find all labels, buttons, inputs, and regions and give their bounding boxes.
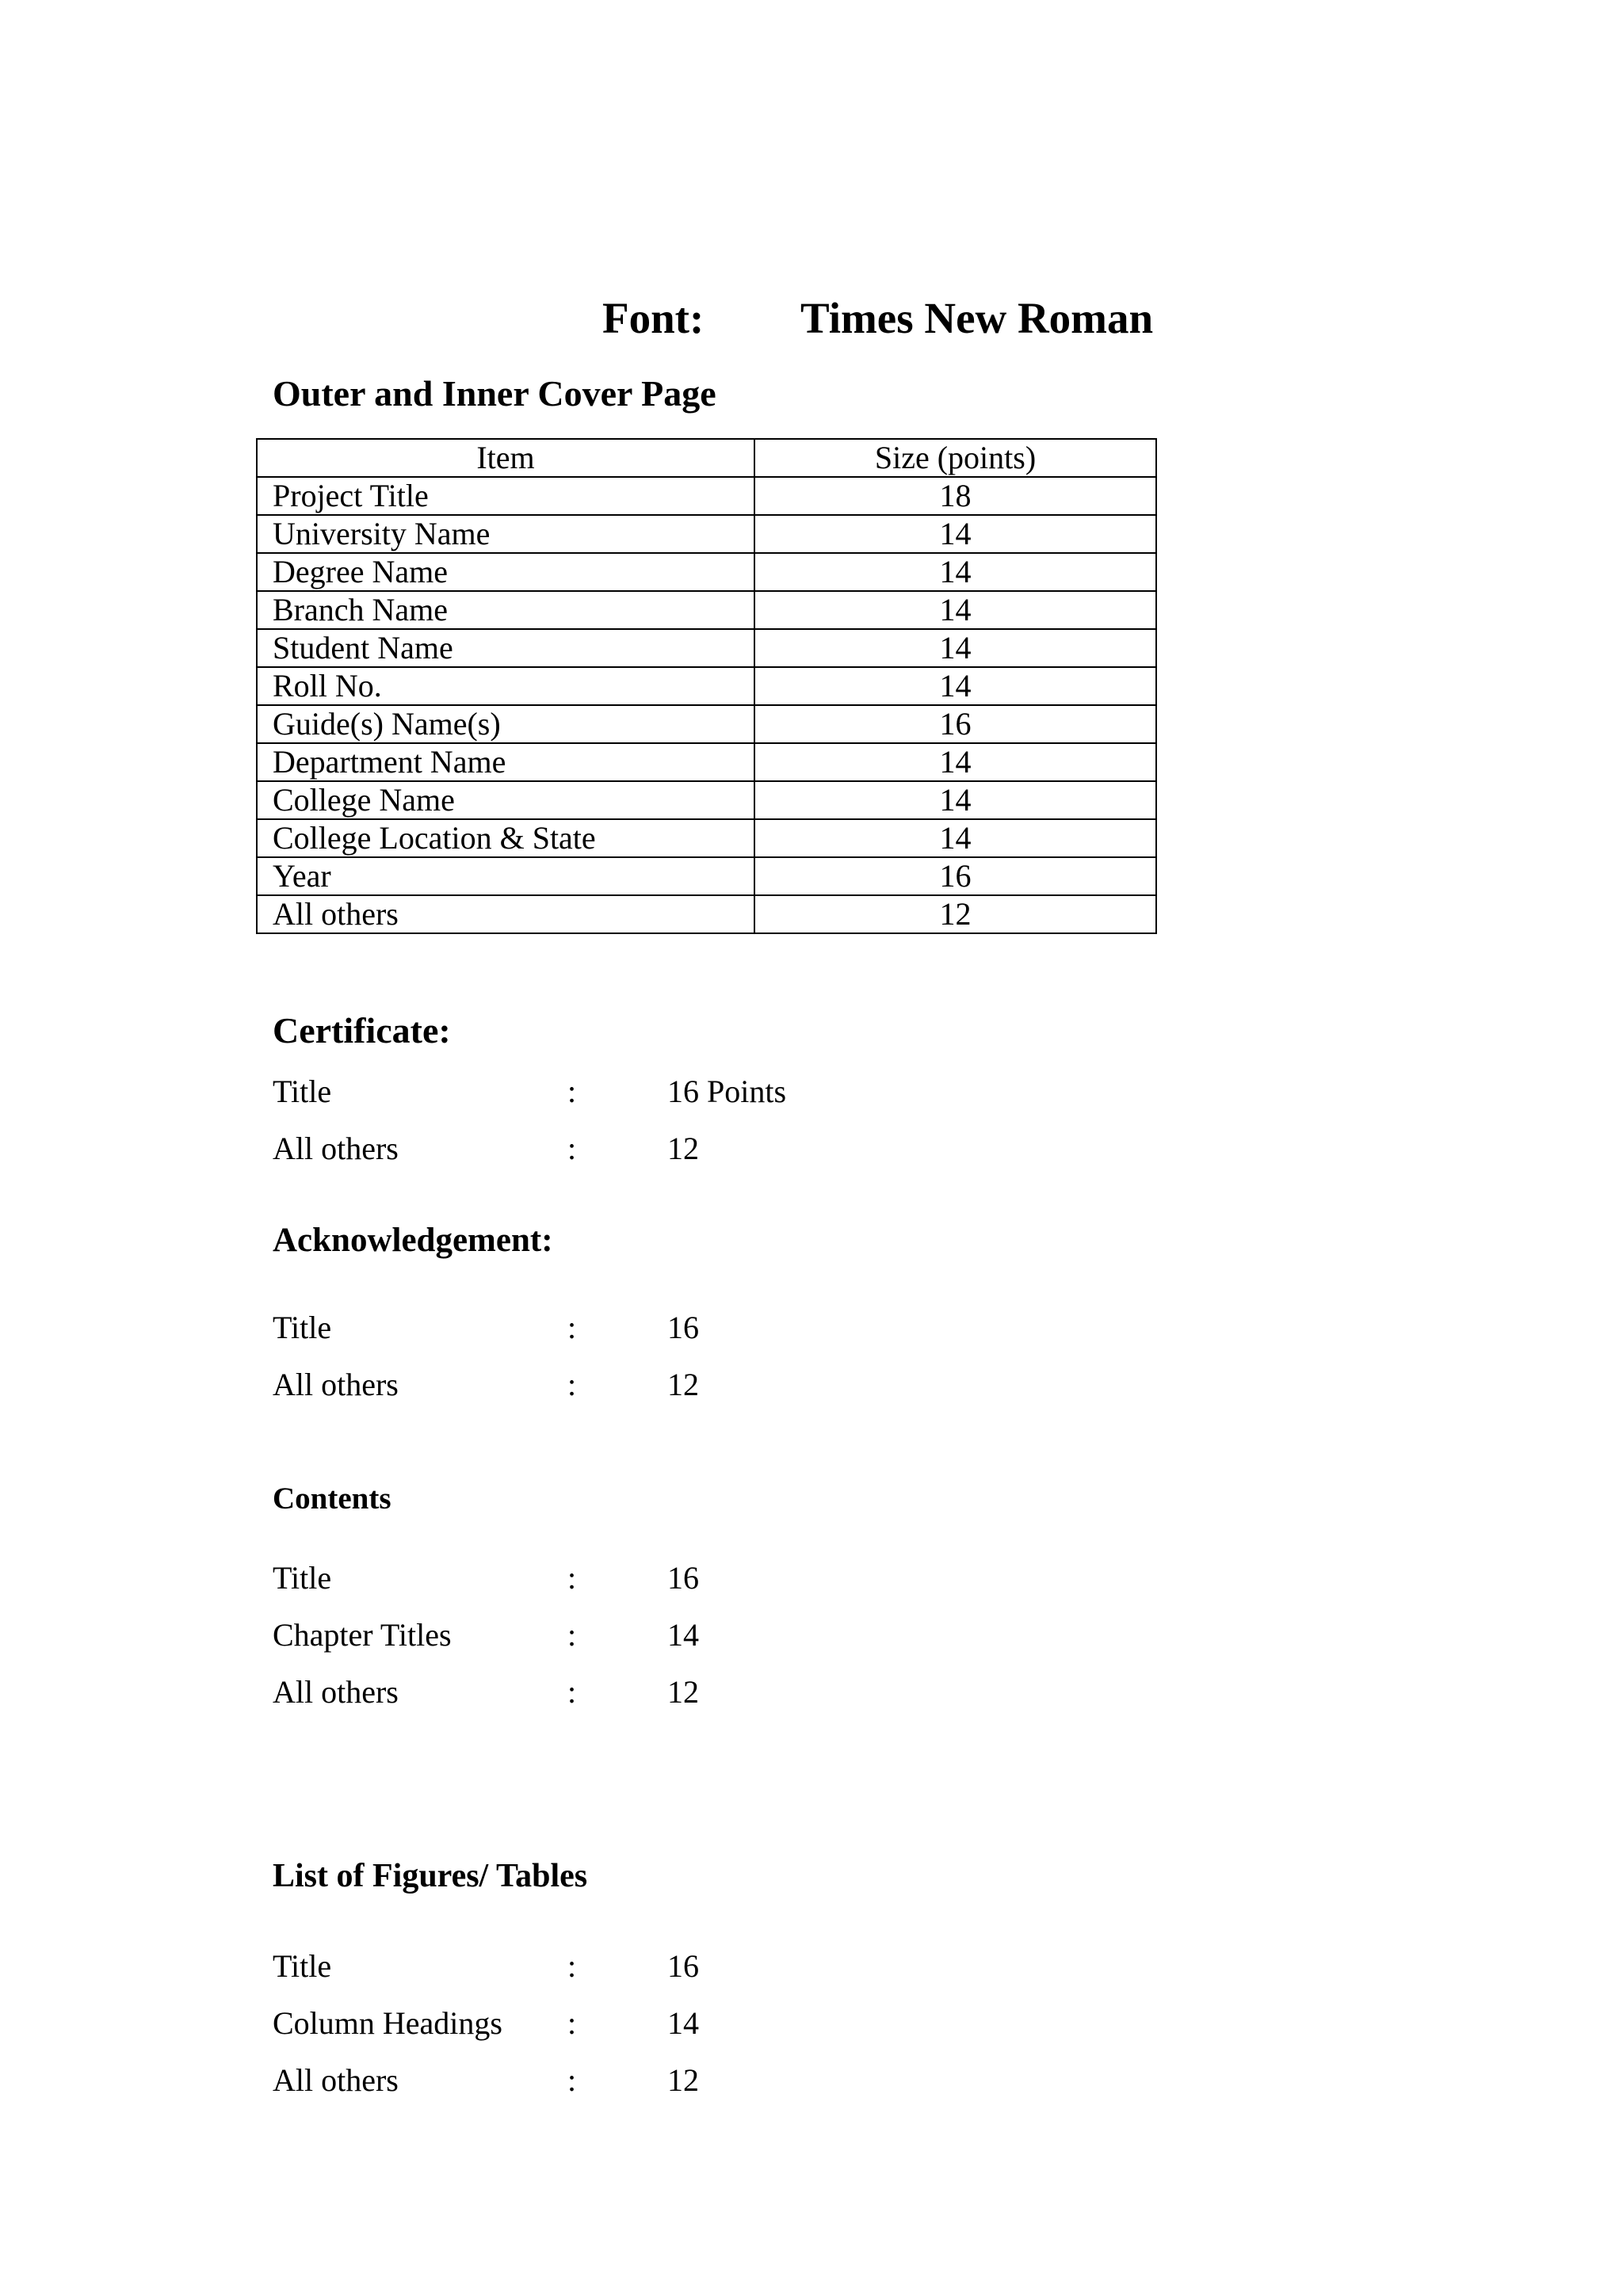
spec-value: 14 [667,1617,699,1653]
row-size: 16 [754,705,1156,743]
row-size: 14 [754,515,1156,553]
spec-separator: : [567,1560,577,1596]
row-size: 14 [754,629,1156,667]
certificate-title: Certificate: [273,1010,451,1051]
spec-separator: : [567,1617,577,1653]
spec-label: Chapter Titles [273,1617,452,1653]
spec-value: 12 [667,1131,699,1166]
row-size: 16 [754,857,1156,895]
spec-label: All others [273,2062,399,2098]
spec-value: 16 Points [667,1074,787,1109]
list-of-figures-title: List of Figures/ Tables [273,1858,588,1894]
spec-value: 12 [667,2062,699,2098]
table-row [257,705,1156,743]
spec-separator: : [567,1131,577,1166]
spec-value: 14 [667,2005,699,2041]
spec-value: 16 [667,1310,699,1345]
spec-separator: : [567,2005,577,2041]
row-size: 14 [754,553,1156,591]
spec-label: Title [273,1560,332,1596]
spec-separator: : [567,1074,577,1109]
row-item: Student Name [257,629,754,667]
row-size: 14 [754,781,1156,819]
row-item: Degree Name [257,553,754,591]
row-item: Branch Name [257,591,754,629]
font-heading-label: Font: [602,294,705,342]
row-size: 14 [754,743,1156,781]
spec-label: All others [273,1367,399,1402]
row-item: Roll No. [257,667,754,705]
row-item: Year [257,857,754,895]
table-row [257,895,1156,933]
cover-page-table [256,438,1157,934]
row-size: 14 [754,819,1156,857]
row-item: All others [257,895,754,933]
row-item: Department Name [257,743,754,781]
spec-separator: : [567,1674,577,1710]
spec-value: 16 [667,1560,699,1596]
spec-label: All others [273,1674,399,1710]
spec-separator: : [567,1367,577,1402]
table-row [257,819,1156,857]
font-heading [602,293,1153,343]
spec-value: 16 [667,1948,699,1984]
table-row [257,781,1156,819]
spec-label: Column Headings [273,2005,502,2041]
table-row [257,591,1156,629]
row-item: College Name [257,781,754,819]
spec-value: 12 [667,1674,699,1710]
row-item: Project Title [257,477,754,515]
row-item: Guide(s) Name(s) [257,705,754,743]
table-row [257,743,1156,781]
row-size: 14 [754,591,1156,629]
row-item: College Location & State [257,819,754,857]
row-item: University Name [257,515,754,553]
row-size: 12 [754,895,1156,933]
spec-separator: : [567,2062,577,2098]
table-row [257,667,1156,705]
spec-value: 12 [667,1367,699,1402]
column-header-item: Item [257,439,754,477]
acknowledgement-title: Acknowledgement: [273,1222,553,1259]
spec-separator: : [567,1948,577,1984]
contents-title: Contents [273,1482,391,1516]
spec-label: All others [273,1131,399,1166]
row-size: 18 [754,477,1156,515]
spec-separator: : [567,1310,577,1345]
table-row [257,857,1156,895]
table-header-row [257,439,1156,477]
table-row [257,553,1156,591]
spec-label: Title [273,1948,332,1984]
table-row [257,629,1156,667]
cover-page-title: Outer and Inner Cover Page [273,373,716,414]
table-row [257,477,1156,515]
spec-label: Title [273,1074,332,1109]
row-size: 14 [754,667,1156,705]
font-heading-value: Times New Roman [800,294,1154,342]
spec-label: Title [273,1310,332,1345]
column-header-size: Size (points) [754,439,1156,477]
table-row [257,515,1156,553]
